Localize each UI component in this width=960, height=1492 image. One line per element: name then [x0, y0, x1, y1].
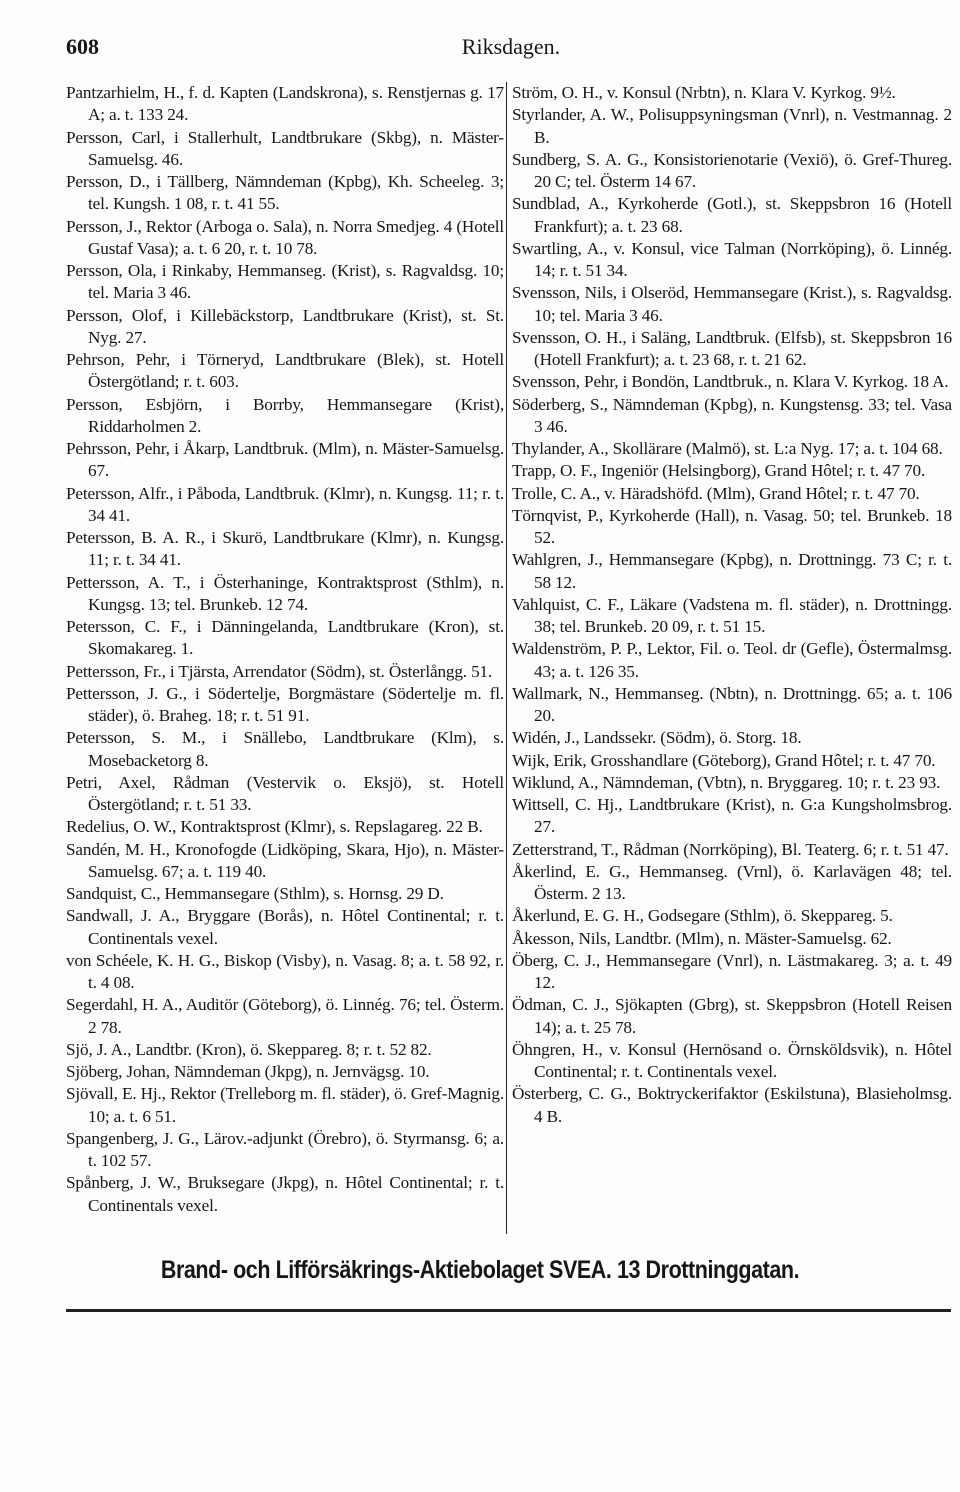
directory-entry: Sjöberg, Johan, Nämndeman (Jkpg), n. Jernvägsg. 10.	[66, 1062, 430, 1081]
directory-entry: Åkerlund, E. G. H., Godsegare (Sthlm), ö. Skeppareg. 5.	[512, 906, 893, 926]
directory-entry: Persson, D., i Tällberg, Nämndeman (Kpbg), Kh. Scheeleg. 3; tel. Kungsh. 1 08, r. t. 41 55.	[66, 172, 504, 214]
directory-entry: Sundberg, S. A. G., Konsistorienotarie (Vexiö), ö. Gref-Thureg. 20 C; tel. Österm 14 67.	[512, 149, 952, 191]
directory-entry: Swartling, A., v. Konsul, vice Talman (Norrköping), ö. Linnég. 14; r. t. 51 34.	[512, 238, 952, 280]
directory-entry: Wittsell, C. Hj., Landtbrukare (Krist), n. G:a Kungsholmsbrog. 27.	[512, 795, 952, 837]
directory-entry: Persson, Ola, i Rinkaby, Hemmanseg. (Krist), s. Ragvaldsg. 10; tel. Maria 3 46.	[66, 261, 504, 303]
directory-entry: Ström, O. H., v. Konsul (Nrbtn), n. Klara V. Kyrkog. 9½.	[512, 83, 896, 102]
left-column	[66, 82, 504, 1217]
directory-entry: Svensson, Pehr, i Bondön, Landtbruk., n. Klara V. Kyrkog. 18 A.	[512, 372, 949, 392]
running-title: Riksdagen.	[461, 34, 561, 59]
directory-entry: Wallmark, N., Hemmanseg. (Nbtn), n. Drottningg. 65; a. t. 106 20.	[512, 683, 952, 725]
directory-entry: Trolle, C. A., v. Häradshöfd. (Mlm), Grand Hôtel; r. t. 47 70.	[512, 483, 920, 503]
directory-entry: Sundblad, A., Kyrkoherde (Gotl.), st. Skeppsbron 16 (Hotell Frankfurt); a. t. 23 68.	[512, 194, 952, 236]
directory-entry: Svensson, O. H., i Saläng, Landtbruk. (Elfsb), st. Skeppsbron 16 (Hotell Frankfurt); a. t. 23 68, r. t. 21 62.	[512, 327, 952, 369]
directory-entry: Pettersson, A. T., i Österhaninge, Kontraktsprost (Sthlm), n. Kungsg. 13; tel. Brunkeb. 12 74.	[66, 572, 504, 614]
directory-entry: Petersson, Alfr., i Påboda, Landtbruk. (Klmr), n. Kungsg. 11; r. t. 34 41.	[66, 483, 504, 525]
directory-entry: Segerdahl, H. A., Auditör (Göteborg), ö. Linnég. 76; tel. Österm. 2 78.	[66, 995, 504, 1037]
directory-entry: Pantzarhielm, H., f. d. Kapten (Landskrona), s. Renstjernas g. 17 A; a. t. 133 24.	[66, 83, 504, 125]
directory-entry: Åkesson, Nils, Landtbr. (Mlm), n. Mäster-Samuelsg. 62.	[512, 928, 892, 948]
directory-entry: Petersson, C. F., i Dänningelanda, Landtbrukare (Kron), st. Skomakareg. 1.	[66, 617, 504, 659]
footer-advertisement: Brand- och Lifförsäkrings-Aktiebolaget SVEA. 13 Drottninggatan.	[160, 1256, 800, 1284]
directory-entry: Persson, Olof, i Killebäckstorp, Landtbrukare (Krist), st. St. Nyg. 27.	[66, 305, 504, 347]
column-divider	[506, 82, 507, 1234]
directory-entry: Pehrsson, Pehr, i Åkarp, Landtbruk. (Mlm), n. Mäster-Samuelsg. 67.	[66, 439, 504, 481]
directory-entry: Sandquist, C., Hemmansegare (Sthlm), s. Hornsg. 29 D.	[66, 884, 444, 903]
directory-entry: Pettersson, J. G., i Södertelje, Borgmästare (Södertelje m. fl. städer), ö. Braheg. 18; r. t. 51 91.	[66, 683, 504, 725]
directory-entry: Styrlander, A. W., Polisuppsyningsman (Vnrl), n. Vestmannag. 2 B.	[512, 105, 952, 147]
directory-entry: Svensson, Nils, i Olseröd, Hemmansegare (Krist.), s. Ragvaldsg. 10; tel. Maria 3 46.	[512, 283, 952, 325]
directory-entry: Persson, Esbjörn, i Borrby, Hemmansegare (Krist), Riddarholmen 2.	[66, 394, 504, 436]
directory-entry: Ödman, C. J., Sjökapten (Gbrg), st. Skeppsbron (Hotell Reisen 14); a. t. 25 78.	[512, 995, 952, 1037]
directory-entry: Sandwall, J. A., Bryggare (Borås), n. Hôtel Continental; r. t. Continentals vexel.	[66, 906, 504, 948]
directory-entry: von Schéele, K. H. G., Biskop (Visby), n. Vasag. 8; a. t. 58 92, r. t. 4 08.	[66, 950, 504, 992]
directory-entry: Petersson, S. M., i Snällebo, Landtbrukare (Klm), s. Mosebacketorg 8.	[66, 728, 504, 770]
directory-entry: Wiklund, A., Nämndeman, (Vbtn), n. Bryggareg. 10; r. t. 23 93.	[512, 772, 941, 792]
directory-entry: Öhngren, H., v. Konsul (Hernösand o. Örnsköldsvik), n. Hôtel Continental; r. t. Continentals vexel.	[512, 1039, 952, 1081]
directory-entry: Spangenberg, J. G., Lärov.-adjunkt (Örebro), ö. Styrmansg. 6; a. t. 102 57.	[66, 1128, 504, 1170]
directory-entry: Pettersson, Fr., i Tjärsta, Arrendator (Södm), st. Österlångg. 51.	[66, 661, 493, 681]
directory-entry: Petri, Axel, Rådman (Vestervik o. Eksjö), st. Hotell Östergötland; r. t. 51 33.	[66, 772, 504, 814]
directory-entry: Spånberg, J. W., Bruksegare (Jkpg), n. Hôtel Continental; r. t. Continentals vexel.	[66, 1173, 504, 1215]
directory-entry: Söderberg, S., Nämndeman (Kpbg), n. Kungstensg. 33; tel. Vasa 3 46.	[512, 394, 952, 436]
directory-entry: Vahlquist, C. F., Läkare (Vadstena m. fl. städer), n. Drottningg. 38; tel. Brunkeb. 20 09, r. t. 51 15.	[512, 594, 952, 636]
directory-entry: Sandén, M. H., Kronofogde (Lidköping, Skara, Hjo), n. Mäster-Samuelsg. 67; a. t. 119 40.	[66, 839, 504, 881]
directory-entry: Waldenström, P. P., Lektor, Fil. o. Teol. dr (Gefle), Östermalmsg. 43; a. t. 126 35.	[512, 639, 952, 681]
directory-entry: Sjövall, E. Hj., Rektor (Trelleborg m. fl. städer), ö. Gref-Magnig. 10; a. t. 6 51.	[66, 1084, 504, 1126]
directory-entry: Redelius, O. W., Kontraktsprost (Klmr), s. Repslagareg. 22 B.	[66, 817, 483, 837]
directory-entry: Zetterstrand, T., Rådman (Norrköping), Bl. Teaterg. 6; r. t. 51 47.	[512, 839, 949, 859]
directory-entry: Österberg, C. G., Boktryckerifaktor (Eskilstuna), Blasieholmsg. 4 B.	[512, 1084, 952, 1126]
directory-entry: Åkerlind, E. G., Hemmanseg. (Vrnl), ö. Karlavägen 48; tel. Österm. 2 13.	[512, 861, 952, 903]
directory-entry: Thylander, A., Skollärare (Malmö), st. L:a Nyg. 17; a. t. 104 68.	[512, 439, 943, 458]
directory-entry: Sjö, J. A., Landtbr. (Kron), ö. Skeppareg. 8; r. t. 52 82.	[66, 1039, 432, 1059]
directory-entry: Petersson, B. A. R., i Skurö, Landtbrukare (Klmr), n. Kungsg. 11; r. t. 34 41.	[66, 528, 504, 570]
directory-entry: Trapp, O. F., Ingeniör (Helsingborg), Grand Hôtel; r. t. 47 70.	[512, 461, 926, 481]
directory-entry: Persson, Carl, i Stallerhult, Landtbrukare (Skbg), n. Mäster-Samuelsg. 46.	[66, 127, 504, 169]
directory-entry: Öberg, C. J., Hemmansegare (Vnrl), n. Lästmakareg. 3; a. t. 49 12.	[512, 950, 952, 992]
directory-entry: Pehrson, Pehr, i Törneryd, Landtbrukare (Blek), st. Hotell Östergötland; r. t. 603.	[66, 350, 504, 392]
directory-entry: Wahlgren, J., Hemmansegare (Kpbg), n. Drottningg. 73 C; r. t. 58 12.	[512, 550, 952, 592]
page-header	[66, 34, 956, 64]
directory-entry: Persson, J., Rektor (Arboga o. Sala), n. Norra Smedjeg. 4 (Hotell Gustaf Vasa); a. t. 6 20, r. t. 10 78.	[66, 216, 504, 258]
right-column	[512, 82, 952, 1128]
footer-rule	[66, 1309, 951, 1312]
directory-entry: Widén, J., Landssekr. (Södm), ö. Storg. 18.	[512, 728, 802, 748]
directory-entry: Törnqvist, P., Kyrkoherde (Hall), n. Vasag. 50; tel. Brunkeb. 18 52.	[512, 505, 952, 547]
page-number: 608	[66, 34, 99, 59]
directory-entry: Wijk, Erik, Grosshandlare (Göteborg), Grand Hôtel; r. t. 47 70.	[512, 750, 936, 770]
